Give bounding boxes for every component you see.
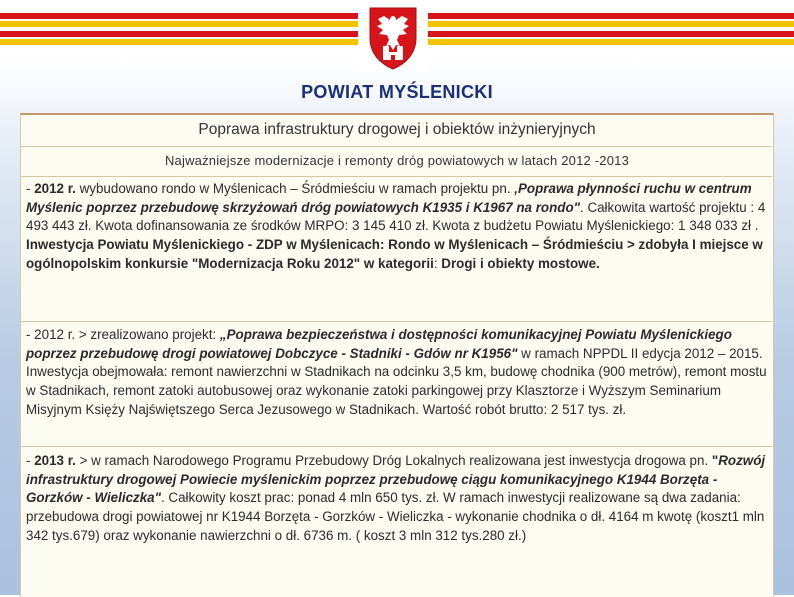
paragraph-text-segment: :: [433, 255, 442, 271]
paragraph-text-segment: 2013 r.: [34, 453, 76, 468]
paragraph-text-segment: w ramach NPPDL II edycja 2012 – 2015. Inwestycja obejmowała: remont nawierzchni w Stadnikach na odcinku 3,5 km, budowę chodnika (900 metrów), remont mostu w Stadnikach, remont zatoki autobusowej oraz wykonanie zatoki parkingowej przy Klasztorze i Wyższym Seminarium Misyjnym Księży Najświętszego Serca Jezusowego w Stadnikach. Wartość robót brutto: 2 517 tys. zł.: [26, 345, 767, 417]
county-coat-of-arms-icon: [358, 2, 428, 72]
paragraph-2013-borzeta-road: [26, 452, 768, 546]
paragraph-2012-dobczyce-road: [26, 326, 768, 420]
county-name-heading: POWIAT MYŚLENICKI: [301, 82, 493, 102]
paragraph-text-segment: 2012 r.: [34, 181, 76, 196]
paragraph-text-segment: > w ramach Narodowego Programu Przebudowy Dróg Lokalnych realizowana jest inwestycja drogowa pn.: [75, 453, 712, 468]
subtitle-divider: [20, 176, 772, 177]
paragraph-text-segment: -: [26, 453, 35, 468]
section-subtitle: Najważniejsze modernizacje i remonty dróg powiatowych w latach 2012 -2013: [164, 153, 630, 168]
paragraph-2012-roundabout: [26, 180, 768, 274]
paragraph-divider-2: [20, 446, 772, 447]
paragraph-text-segment: ": [711, 453, 719, 468]
paragraph-divider-1: [20, 321, 772, 322]
paragraph-text-segment: - 2012 r. > zrealizowano projekt:: [26, 327, 220, 342]
paragraph-text-segment: Rozwój infrastruktury drogowej Powiecie myślenickim poprzez przebudowę ciągu komunikacyjnego K1944 Borzęta - Gorzków - Wieliczka": [26, 453, 766, 506]
paragraph-text-segment: -: [26, 181, 35, 196]
paragraph-text-segment: wybudowano rondo w Myślenicach – Śródmieściu w ramach projektu pn.: [75, 181, 515, 196]
paragraph-text-segment: „Poprawa bezpieczeństwa i dostępności komunikacyjnej Powiatu Myślenickiego poprzez przebudowę drogi powiatowej Dobczyce - Stadniki - Gdów nr K1956": [26, 327, 732, 361]
paragraph-text-segment: ‚Poprawa płynności ruchu w centrum Myślenic poprzez przebudowę skrzyżowań dróg powiatowych K1935 i K1967 na rondo": [26, 181, 752, 215]
section-title: Poprawa infrastruktury drogowej i obiektów inżynieryjnych: [198, 121, 596, 138]
paragraph-text-segment: . Całkowita wartość projektu : 4 493 443 zł. Kwota dofinansowania ze środków MRPO: 3 145 410 zł. Kwota z budżetu Powiatu Myślenickiego: 1 348 033 zł .: [26, 199, 766, 234]
paragraph-text-segment: Drogi i obiekty mostowe.: [441, 255, 600, 271]
title-divider: [20, 146, 772, 147]
paragraph-text-segment: Inwestycja Powiatu Myślenickiego - ZDP w Myślenicach: Rondo w Myślenicach – Śródmieściu > zdobyła I miejsce w ogólnopolskim konkursie "Modernizacja Roku 2012" w kategorii: [26, 237, 763, 271]
paragraph-text-segment: . Całkowity koszt prac: ponad 4 mln 650 tys. zł. W ramach inwestycji realizowane są dwa zadania: przebudowa drogi powiatowej nr K1944 Borzęta - Gorzków - Wieliczka - wykonanie chodnika o dł. 4164 m kwotę (koszt1 mln 342 tys.679) oraz wykonanie nawierzchni o dł. 6736 m. ( koszt 3 mln 312 tys.280 zł.): [26, 490, 765, 543]
